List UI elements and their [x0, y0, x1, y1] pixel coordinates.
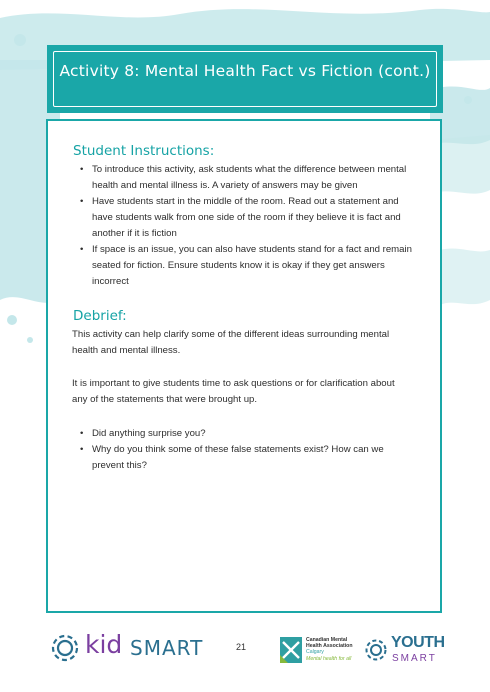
kidsmart-kid-text: kid: [85, 630, 123, 659]
list-item: • To introduce this activity, ask students what the difference between mental health and mental illness is. A variety of answers may be given: [72, 162, 412, 194]
youthsmart-youth-text: YOUTH: [391, 634, 445, 651]
list-item: • Did anything surprise you?: [72, 426, 412, 442]
cmha-line-2: Health Association: [306, 643, 353, 650]
list-item: • If space is an issue, you can also have students stand for a fact and remain seated for fiction. Ensure students know it is okay if they get answers incorrect: [72, 242, 412, 290]
cmha-text: [306, 637, 353, 662]
activity-header: [47, 45, 443, 113]
debrief-paragraph-1: This activity can help clarify some of the different ideas surrounding mental health and mental illness.: [72, 329, 390, 356]
activity-title: Activity 8: Mental Health Fact vs Fiction (cont.): [59, 62, 431, 80]
gear-icon: [48, 631, 84, 665]
debrief-heading: Debrief:: [73, 308, 127, 324]
student-instructions-heading: Student Instructions:: [73, 143, 215, 159]
cmha-line-1: Canadian Mental: [306, 637, 348, 643]
content-card: [46, 119, 442, 613]
gear-icon: [363, 637, 389, 663]
youthsmart-logo: [363, 633, 445, 669]
kidsmart-logo: [48, 628, 208, 668]
instructions-list: [72, 162, 412, 290]
cmha-emblem-icon: [280, 637, 302, 663]
kidsmart-smart-text: SMART: [130, 636, 204, 660]
debrief-paragraph-2: It is important to give students time to ask questions or for clarification about any of the statements that were brought up.: [72, 378, 395, 405]
youthsmart-smart-text: SMART: [392, 653, 437, 664]
page-number: 21: [236, 642, 247, 652]
cmha-line-3: Calgary: [306, 649, 324, 656]
list-item: • Why do you think some of these false statements exist? How can we prevent this?: [72, 442, 412, 474]
cmha-logo: [280, 636, 360, 668]
list-item: • Have students start in the middle of the room. Read out a statement and have students walk from one side of the room if they believe it is fact and another if it is fiction: [72, 194, 412, 242]
cmha-line-4: Mental health for all: [306, 655, 352, 662]
debrief-questions: [72, 426, 412, 474]
